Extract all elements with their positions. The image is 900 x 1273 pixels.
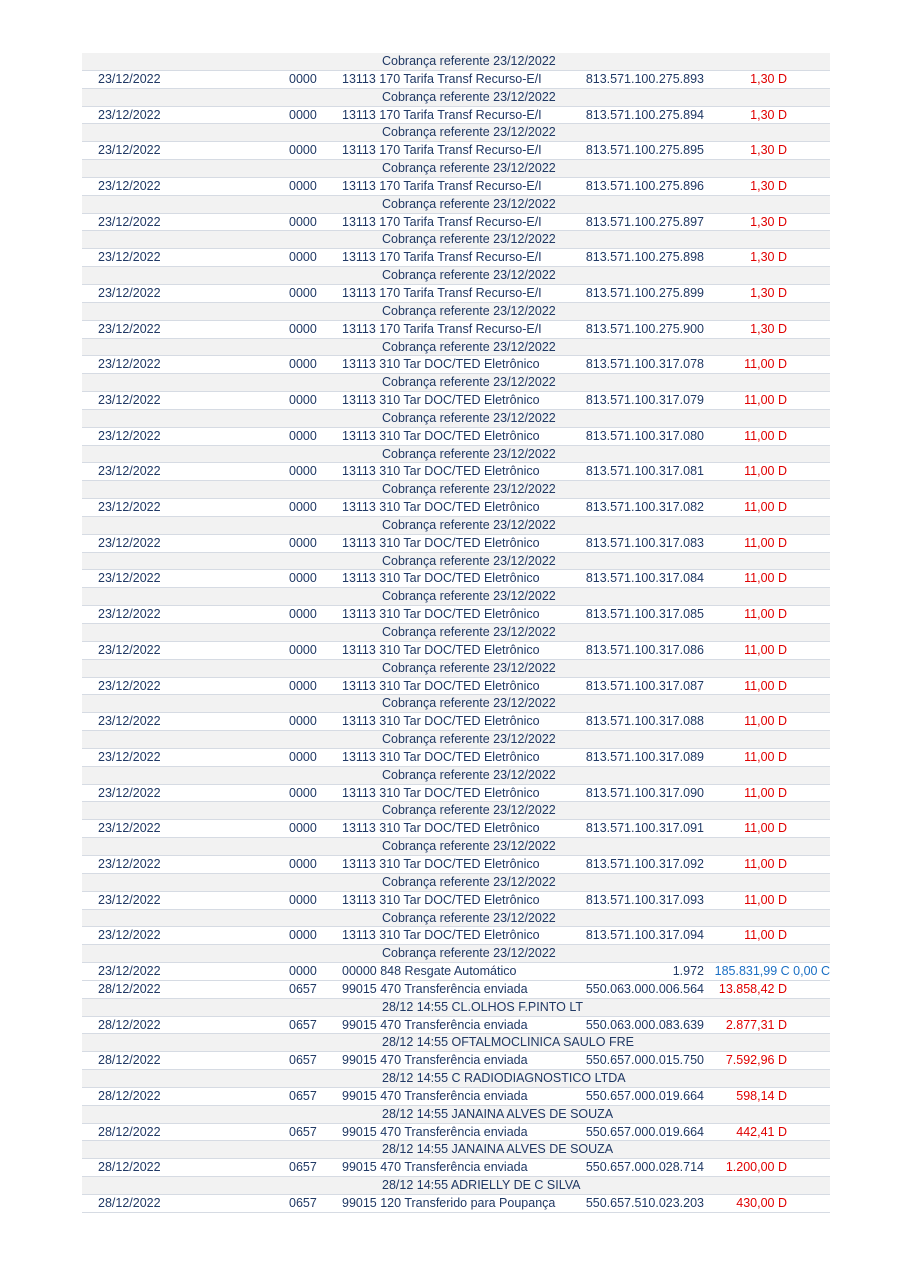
document-number: 813.571.100.317.084 [585,571,704,586]
transaction-detail: Cobrança referente 23/12/2022 [382,161,556,176]
transaction-row [82,570,830,588]
transaction-detail: 28/12 14:55 ADRIELLY DE C SILVA [382,1178,581,1193]
agency-code: 0000 [289,71,317,86]
transaction-value: 11,00 D [744,642,787,657]
transaction-row [82,285,830,303]
transaction-detail: Cobrança referente 23/12/2022 [382,303,556,318]
agency-code: 0000 [289,214,317,229]
transaction-history: 13113 170 Tarifa Transf Recurso-E/I [342,321,542,336]
transaction-date: 23/12/2022 [98,143,161,158]
transaction-value: 11,00 D [744,928,787,943]
transaction-date: 23/12/2022 [98,571,161,586]
transaction-detail: Cobrança referente 23/12/2022 [382,910,556,925]
transaction-detail: Cobrança referente 23/12/2022 [382,732,556,747]
transaction-value: 11,00 D [744,535,787,550]
document-number: 813.571.100.275.897 [585,214,704,229]
transaction-history: 99015 470 Transferência enviada [342,981,528,996]
transaction-date: 23/12/2022 [98,285,161,300]
document-number: 813.571.100.317.092 [585,856,704,871]
transaction-history: 13113 310 Tar DOC/TED Eletrônico [342,785,540,800]
description-row [82,624,830,642]
transaction-date: 23/12/2022 [98,71,161,86]
transaction-detail: Cobrança referente 23/12/2022 [382,446,556,461]
transaction-value: 11,00 D [744,856,787,871]
transaction-date: 23/12/2022 [98,357,161,372]
document-number: 813.571.100.317.089 [585,749,704,764]
description-row [82,695,830,713]
transaction-row [82,428,830,446]
agency-code: 0000 [289,393,317,408]
description-row [82,874,830,892]
transaction-detail: Cobrança referente 23/12/2022 [382,125,556,140]
transaction-detail: Cobrança referente 23/12/2022 [382,767,556,782]
transaction-date: 23/12/2022 [98,250,161,265]
transaction-row [82,856,830,874]
transaction-detail: Cobrança referente 23/12/2022 [382,589,556,604]
description-row [82,196,830,214]
transaction-value: 598,14 D [736,1088,787,1103]
transaction-date: 23/12/2022 [98,821,161,836]
transaction-value: 11,00 D [744,821,787,836]
document-number: 813.571.100.317.090 [585,785,704,800]
document-number: 813.571.100.317.081 [585,464,704,479]
transaction-date: 23/12/2022 [98,535,161,550]
document-number: 813.571.100.317.086 [585,642,704,657]
transaction-date: 23/12/2022 [98,214,161,229]
transaction-detail: Cobrança referente 23/12/2022 [382,268,556,283]
agency-code: 0657 [289,1053,317,1068]
transaction-row [82,606,830,624]
agency-code: 0657 [289,1017,317,1032]
transaction-detail: Cobrança referente 23/12/2022 [382,553,556,568]
transaction-history: 00000 848 Resgate Automático [342,964,517,979]
transaction-row [82,1159,830,1177]
document-number: 813.571.100.317.088 [585,714,704,729]
transaction-date: 23/12/2022 [98,714,161,729]
transaction-history: 99015 120 Transferido para Poupança [342,1196,556,1210]
transaction-row [82,963,830,981]
agency-code: 0000 [289,357,317,372]
transaction-date: 28/12/2022 [98,1196,161,1210]
agency-code: 0000 [289,856,317,871]
transaction-date: 23/12/2022 [98,749,161,764]
description-row [82,767,830,785]
transaction-date: 23/12/2022 [98,464,161,479]
transaction-row [82,535,830,553]
transaction-row [82,1195,830,1213]
transaction-date: 28/12/2022 [98,1088,161,1103]
transaction-detail: 28/12 14:55 OFTALMOCLINICA SAULO FRE [382,1035,634,1050]
document-number: 813.571.100.275.899 [585,285,704,300]
transaction-history: 99015 470 Transferência enviada [342,1053,528,1068]
document-number: 813.571.100.317.094 [585,928,704,943]
transaction-row [82,71,830,89]
agency-code: 0000 [289,642,317,657]
transaction-history: 13113 310 Tar DOC/TED Eletrônico [342,714,540,729]
transaction-detail: 28/12 14:55 CL.OLHOS F.PINTO LT [382,999,584,1014]
transaction-detail: Cobrança referente 23/12/2022 [382,839,556,854]
transaction-date: 23/12/2022 [98,321,161,336]
transaction-detail: Cobrança referente 23/12/2022 [382,375,556,390]
transaction-row [82,1088,830,1106]
agency-code: 0000 [289,107,317,122]
description-row [82,1106,830,1124]
transaction-value: 11,00 D [744,892,787,907]
description-row [82,553,830,571]
description-row [82,53,830,71]
agency-code: 0000 [289,964,317,979]
transaction-detail: Cobrança referente 23/12/2022 [382,625,556,639]
document-number: 550.063.000.083.639 [585,1017,704,1032]
document-number: 813.571.100.275.894 [585,107,704,122]
agency-code: 0000 [289,143,317,158]
transaction-value: 11,00 D [744,749,787,764]
transaction-value: 1,30 D [750,214,787,229]
transaction-value: 13.858,42 D [718,981,787,996]
description-row [82,1034,830,1052]
transaction-row [82,1052,830,1070]
document-number: 813.571.100.275.893 [585,71,704,86]
document-number: 813.571.100.317.079 [585,393,704,408]
transaction-detail: Cobrança referente 23/12/2022 [382,410,556,425]
statement-table [82,53,830,1213]
description-row [82,374,830,392]
transaction-value: 1.200,00 D [725,1160,787,1175]
agency-code: 0000 [289,749,317,764]
transaction-history: 13113 310 Tar DOC/TED Eletrônico [342,749,540,764]
transaction-row [82,499,830,517]
transaction-history: 13113 310 Tar DOC/TED Eletrônico [342,928,540,943]
agency-code: 0000 [289,571,317,586]
agency-code: 0657 [289,1124,317,1139]
transaction-detail: 28/12 14:55 JANAINA ALVES DE SOUZA [382,1106,614,1121]
document-number: 813.571.100.317.091 [585,821,704,836]
transaction-date: 23/12/2022 [98,964,161,979]
transaction-value: 11,00 D [744,393,787,408]
transaction-value: 7.592,96 D [725,1053,787,1068]
description-row [82,231,830,249]
document-number: 813.571.100.275.898 [585,250,704,265]
transaction-detail: 28/12 14:55 JANAINA ALVES DE SOUZA [382,1142,614,1157]
document-number: 550.657.000.015.750 [585,1053,704,1068]
agency-code: 0000 [289,607,317,622]
transaction-history: 13113 310 Tar DOC/TED Eletrônico [342,357,540,372]
transaction-row [82,713,830,731]
description-row [82,1177,830,1195]
transaction-value: 1,30 D [750,285,787,300]
description-row [82,802,830,820]
document-number: 550.657.000.019.664 [585,1088,704,1103]
transaction-date: 23/12/2022 [98,393,161,408]
transaction-detail: Cobrança referente 23/12/2022 [382,339,556,354]
transaction-history: 13113 310 Tar DOC/TED Eletrônico [342,571,540,586]
transaction-row [82,321,830,339]
agency-code: 0657 [289,1196,317,1210]
transaction-history: 99015 470 Transferência enviada [342,1160,528,1175]
description-row [82,124,830,142]
document-number: 550.063.000.006.564 [585,981,704,996]
agency-code: 0000 [289,428,317,443]
document-number: 550.657.000.028.714 [585,1160,704,1175]
transaction-history: 13113 310 Tar DOC/TED Eletrônico [342,607,540,622]
agency-code: 0000 [289,821,317,836]
agency-code: 0000 [289,928,317,943]
transaction-history: 13113 310 Tar DOC/TED Eletrônico [342,821,540,836]
description-row [82,1070,830,1088]
transaction-date: 28/12/2022 [98,1053,161,1068]
transaction-detail: Cobrança referente 23/12/2022 [382,54,556,68]
transaction-row [82,107,830,125]
description-row [82,303,830,321]
transaction-row [82,820,830,838]
document-number: 813.571.100.275.896 [585,178,704,193]
transaction-value: 11,00 D [744,607,787,622]
document-number: 813.571.100.275.900 [585,321,704,336]
agency-code: 0000 [289,178,317,193]
transaction-value: 1,30 D [750,321,787,336]
transaction-history: 13113 310 Tar DOC/TED Eletrônico [342,500,540,515]
transaction-value: 11,00 D [744,678,787,693]
document-number: 813.571.100.317.078 [585,357,704,372]
transaction-detail: Cobrança referente 23/12/2022 [382,482,556,497]
transaction-date: 23/12/2022 [98,107,161,122]
transaction-date: 23/12/2022 [98,928,161,943]
description-row [82,660,830,678]
agency-code: 0000 [289,321,317,336]
transaction-row [82,892,830,910]
transaction-row [82,142,830,160]
transaction-detail: Cobrança referente 23/12/2022 [382,517,556,532]
transaction-value: 1,30 D [750,107,787,122]
transaction-history: 99015 470 Transferência enviada [342,1088,528,1103]
description-row [82,481,830,499]
description-row [82,588,830,606]
transaction-row [82,1124,830,1142]
agency-code: 0000 [289,785,317,800]
transaction-row [82,927,830,945]
transaction-value: 11,00 D [744,428,787,443]
transaction-history: 13113 170 Tarifa Transf Recurso-E/I [342,178,542,193]
transaction-row [82,785,830,803]
transaction-row [82,392,830,410]
transaction-date: 23/12/2022 [98,642,161,657]
transaction-history: 99015 470 Transferência enviada [342,1124,528,1139]
transaction-history: 13113 170 Tarifa Transf Recurso-E/I [342,71,542,86]
transaction-history: 13113 170 Tarifa Transf Recurso-E/I [342,107,542,122]
transaction-date: 23/12/2022 [98,856,161,871]
description-row [82,517,830,535]
transaction-row [82,356,830,374]
transaction-row [82,1017,830,1035]
transaction-history: 13113 310 Tar DOC/TED Eletrônico [342,428,540,443]
agency-code: 0000 [289,464,317,479]
description-row [82,910,830,928]
agency-code: 0657 [289,1160,317,1175]
transaction-row [82,214,830,232]
transaction-history: 13113 170 Tarifa Transf Recurso-E/I [342,250,542,265]
document-number: 813.571.100.317.085 [585,607,704,622]
description-row [82,999,830,1017]
document-number: 813.571.100.317.080 [585,428,704,443]
transaction-value: 430,00 D [736,1196,787,1210]
description-row [82,160,830,178]
transaction-value: 11,00 D [744,357,787,372]
transaction-date: 23/12/2022 [98,678,161,693]
transaction-detail: Cobrança referente 23/12/2022 [382,946,556,961]
document-number: 813.571.100.275.895 [585,143,704,158]
transaction-detail: Cobrança referente 23/12/2022 [382,696,556,711]
transaction-date: 23/12/2022 [98,607,161,622]
transaction-value: 442,41 D [736,1124,787,1139]
transaction-value: 1,30 D [750,143,787,158]
document-number: 813.571.100.317.087 [585,678,704,693]
transaction-row [82,249,830,267]
balance-value: 185.831,99 C 0,00 C [714,964,830,979]
agency-code: 0000 [289,535,317,550]
agency-code: 0657 [289,1088,317,1103]
transaction-history: 13113 310 Tar DOC/TED Eletrônico [342,464,540,479]
transaction-value: 11,00 D [744,571,787,586]
agency-code: 0000 [289,892,317,907]
description-row [82,1141,830,1159]
document-number: 813.571.100.317.082 [585,500,704,515]
transaction-value: 11,00 D [744,714,787,729]
description-row [82,731,830,749]
transaction-row [82,463,830,481]
transaction-date: 28/12/2022 [98,981,161,996]
agency-code: 0000 [289,678,317,693]
transaction-value: 2.877,31 D [725,1017,787,1032]
transaction-history: 99015 470 Transferência enviada [342,1017,528,1032]
description-row [82,339,830,357]
transaction-history: 13113 170 Tarifa Transf Recurso-E/I [342,143,542,158]
transaction-date: 23/12/2022 [98,892,161,907]
document-number: 813.571.100.317.083 [585,535,704,550]
transaction-history: 13113 310 Tar DOC/TED Eletrônico [342,535,540,550]
transaction-value: 11,00 D [744,500,787,515]
agency-code: 0000 [289,285,317,300]
transaction-history: 13113 310 Tar DOC/TED Eletrônico [342,678,540,693]
transaction-date: 23/12/2022 [98,785,161,800]
transaction-detail: Cobrança referente 23/12/2022 [382,89,556,104]
transaction-history: 13113 310 Tar DOC/TED Eletrônico [342,892,540,907]
transaction-date: 28/12/2022 [98,1160,161,1175]
transaction-date: 23/12/2022 [98,178,161,193]
transaction-value: 11,00 D [744,464,787,479]
transaction-history: 13113 170 Tarifa Transf Recurso-E/I [342,285,542,300]
description-row [82,410,830,428]
transaction-date: 23/12/2022 [98,500,161,515]
transaction-detail: Cobrança referente 23/12/2022 [382,874,556,889]
transaction-value: 11,00 D [744,785,787,800]
transaction-detail: Cobrança referente 23/12/2022 [382,196,556,211]
transaction-date: 23/12/2022 [98,428,161,443]
transaction-history: 13113 310 Tar DOC/TED Eletrônico [342,856,540,871]
description-row [82,446,830,464]
transaction-value: 1,30 D [750,250,787,265]
document-number: 1.972 [672,964,704,979]
transaction-detail: Cobrança referente 23/12/2022 [382,232,556,247]
transaction-row [82,749,830,767]
agency-code: 0000 [289,714,317,729]
description-row [82,89,830,107]
transaction-history: 13113 170 Tarifa Transf Recurso-E/I [342,214,542,229]
document-number: 550.657.000.019.664 [585,1124,704,1139]
transaction-row [82,178,830,196]
transaction-date: 28/12/2022 [98,1124,161,1139]
transaction-row [82,981,830,999]
transaction-row [82,678,830,696]
agency-code: 0000 [289,500,317,515]
description-row [82,267,830,285]
description-row [82,838,830,856]
description-row [82,945,830,963]
agency-code: 0657 [289,981,317,996]
transaction-date: 28/12/2022 [98,1017,161,1032]
transaction-history: 13113 310 Tar DOC/TED Eletrônico [342,393,540,408]
document-number: 550.657.510.023.203 [585,1196,704,1210]
transaction-detail: Cobrança referente 23/12/2022 [382,803,556,818]
transaction-detail: 28/12 14:55 C RADIODIAGNOSTICO LTDA [382,1071,626,1086]
transaction-detail: Cobrança referente 23/12/2022 [382,660,556,675]
transaction-value: 1,30 D [750,71,787,86]
transaction-value: 1,30 D [750,178,787,193]
transaction-row [82,642,830,660]
document-number: 813.571.100.317.093 [585,892,704,907]
agency-code: 0000 [289,250,317,265]
transaction-history: 13113 310 Tar DOC/TED Eletrônico [342,642,540,657]
